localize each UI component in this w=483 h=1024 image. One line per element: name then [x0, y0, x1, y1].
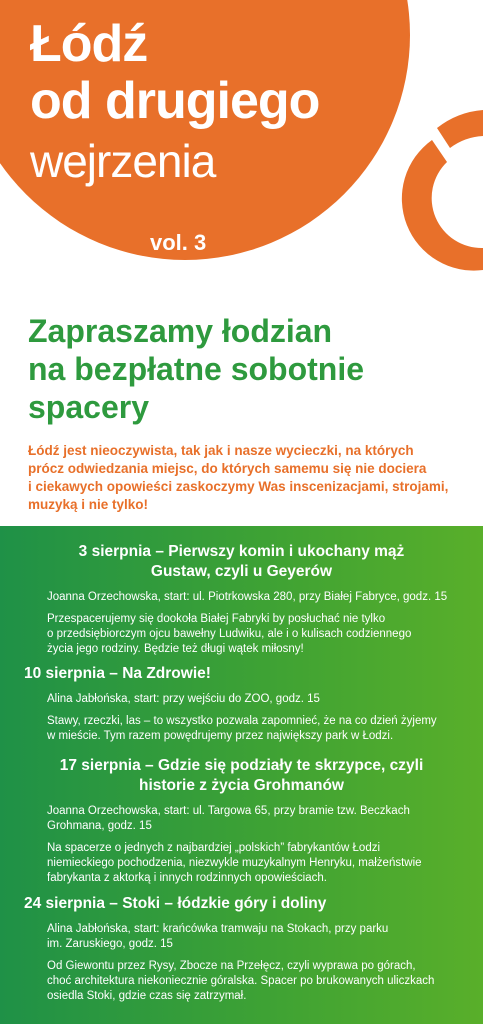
event-meta-line: Grohmana, godz. 15 [47, 820, 152, 832]
event-desc-line: życia jego rodziny. Będzie też długi wątek miłosny! [47, 643, 304, 655]
event-title-line: 17 sierpnia – Gdzie się podziały te skrzypce, czyli [59, 757, 424, 774]
title-line-2: od drugiego [30, 72, 320, 130]
events-panel [0, 526, 483, 1024]
event-item [0, 894, 483, 1004]
title-line-1: Łódź [30, 15, 148, 73]
event-title-line: 3 sierpnia – Pierwszy komin i ukochany mąż [78, 543, 405, 560]
event-desc-line: Przespacerujemy się dookoła Białej Fabryki by posłuchać nie tylko [47, 613, 386, 625]
headline-line-1: Zapraszamy łodzian [28, 313, 333, 349]
event-item [0, 756, 483, 886]
event-desc-line: w mieście. Tym razem powędrujemy przez największy park w Łodzi. [47, 730, 394, 742]
event-description [0, 959, 483, 1004]
event-description [0, 612, 483, 657]
event-item [0, 542, 483, 657]
event-title-line: 10 sierpnia – Na Zdrowie! [24, 665, 211, 682]
event-meta-line: Alina Jabłońska, start: przy wejściu do ZOO, godz. 15 [47, 693, 320, 705]
intro-line-3: i ciekawych opowieści zaskoczymy Was inscenizacjami, strojami, [28, 479, 449, 494]
event-meta-line: Joanna Orzechowska, start: ul. Targowa 65, przy bramie tzw. Beczkach [47, 805, 410, 817]
event-desc-line: Od Giewontu przez Rysy, Zbocze na Przełęcz, czyli wyprawa po górach, [47, 960, 416, 972]
event-description [0, 714, 483, 744]
event-desc-line: choć architektura niekoniecznie góralska. Spacer po brukowanych uliczkach [47, 975, 435, 987]
event-meta [0, 692, 483, 707]
event-desc-line: o przedsiębiorczym ojcu bawełny Ludwiku, ale i o kulisach codziennego [47, 628, 412, 640]
title-line-3: wejrzenia [30, 135, 216, 187]
event-desc-line: osiedla Stoki, gdzie czas się zatrzymał. [47, 990, 247, 1002]
event-desc-line: niemieckiego pochodzenia, niezwykle muzykalnym Henryku, małżeństwie [47, 857, 422, 869]
event-title [0, 756, 483, 796]
event-desc-line: Stawy, rzeczki, las – to wszystko pozwala zapomnieć, że na co dzień żyjemy [47, 715, 437, 727]
event-meta [0, 590, 483, 605]
event-meta [0, 804, 483, 834]
headline-line-3: spacery [28, 389, 149, 425]
event-title-line: Gustaw, czyli u Geyerów [150, 563, 333, 580]
event-title [0, 542, 483, 582]
intro-line-1: Łódź jest nieoczywista, tak jak i nasze wycieczki, na których [28, 443, 414, 458]
event-description [0, 841, 483, 886]
event-meta-line: im. Zaruskiego, godz. 15 [47, 938, 173, 950]
event-item [0, 664, 483, 744]
intro-line-4: muzyką i nie tylko! [28, 497, 149, 512]
volume-label: vol. 3 [150, 230, 207, 255]
poster-title [30, 15, 320, 190]
event-desc-line: Na spacerze o jednych z najbardziej „polskich” fabrykantów Łodzi [47, 842, 381, 854]
headline [28, 312, 468, 426]
intro-paragraph [28, 442, 468, 514]
event-title [0, 664, 483, 684]
intro-line-2: prócz odwiedzania miejsc, do których samemu się nie dociera [28, 461, 427, 476]
event-title [0, 894, 483, 914]
lodz-logo-ring-icon [392, 100, 483, 280]
event-title-line: 24 sierpnia – Stoki – łódzkie góry i doliny [24, 895, 327, 912]
event-desc-line: fabrykanta z aktorką i innych rodzinnych opowieściach. [47, 872, 327, 884]
event-title-line: historie z życia Grohmanów [139, 777, 344, 794]
event-meta [0, 922, 483, 952]
headline-line-2: na bezpłatne sobotnie [28, 351, 365, 387]
event-meta-line: Alina Jabłońska, start: krańcówka tramwaju na Stokach, przy parku [47, 923, 389, 935]
event-meta-line: Joanna Orzechowska, start: ul. Piotrkowska 280, przy Białej Fabryce, godz. 15 [47, 591, 448, 603]
